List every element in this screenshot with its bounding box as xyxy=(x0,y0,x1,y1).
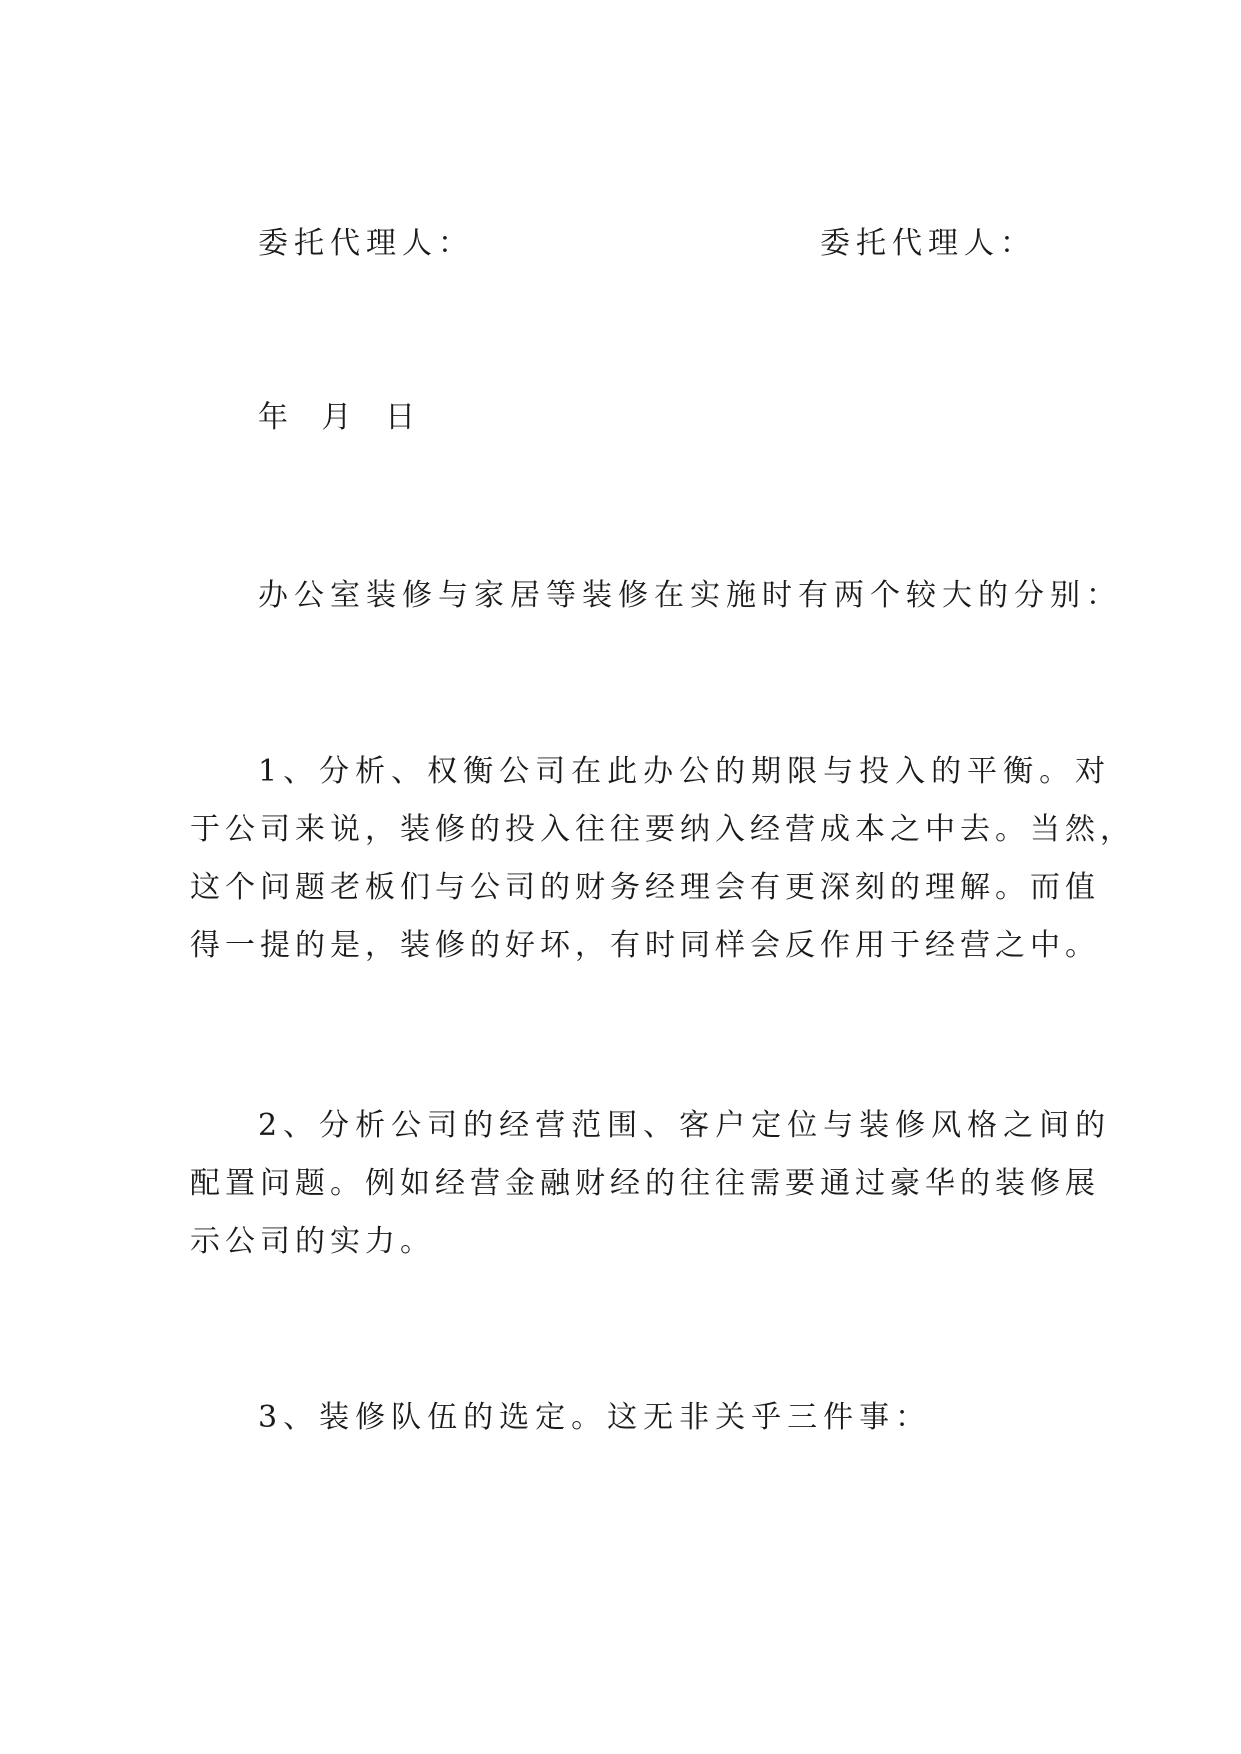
date-line: 年 月 日 xyxy=(258,400,428,435)
signature-left-label: 委托代理人： xyxy=(258,226,474,261)
paragraph-line: 2、分析公司的经营范围、客户定位与装修风格之间的 xyxy=(258,1108,1112,1143)
paragraph-line: 这个问题老板们与公司的财务经理会有更深刻的理解。而值 xyxy=(190,870,1100,905)
paragraph-line: 得一提的是，装修的好坏，有时同样会反作用于经营之中。 xyxy=(190,928,1100,963)
paragraph-line: 配置问题。例如经营金融财经的往往需要通过豪华的装修展 xyxy=(190,1166,1100,1201)
signature-right-label: 委托代理人： xyxy=(820,226,1036,261)
paragraph-line: 3、装修队伍的选定。这无非关乎三件事： xyxy=(258,1400,932,1435)
paragraph-line: 1、分析、权衡公司在此办公的期限与投入的平衡。对 xyxy=(258,754,1112,789)
paragraph-line: 于公司来说，装修的投入往往要纳入经营成本之中去。当然， xyxy=(190,812,1135,847)
intro-paragraph: 办公室装修与家居等装修在实施时有两个较大的分别： xyxy=(258,578,1122,613)
paragraph-line: 示公司的实力。 xyxy=(190,1224,435,1259)
